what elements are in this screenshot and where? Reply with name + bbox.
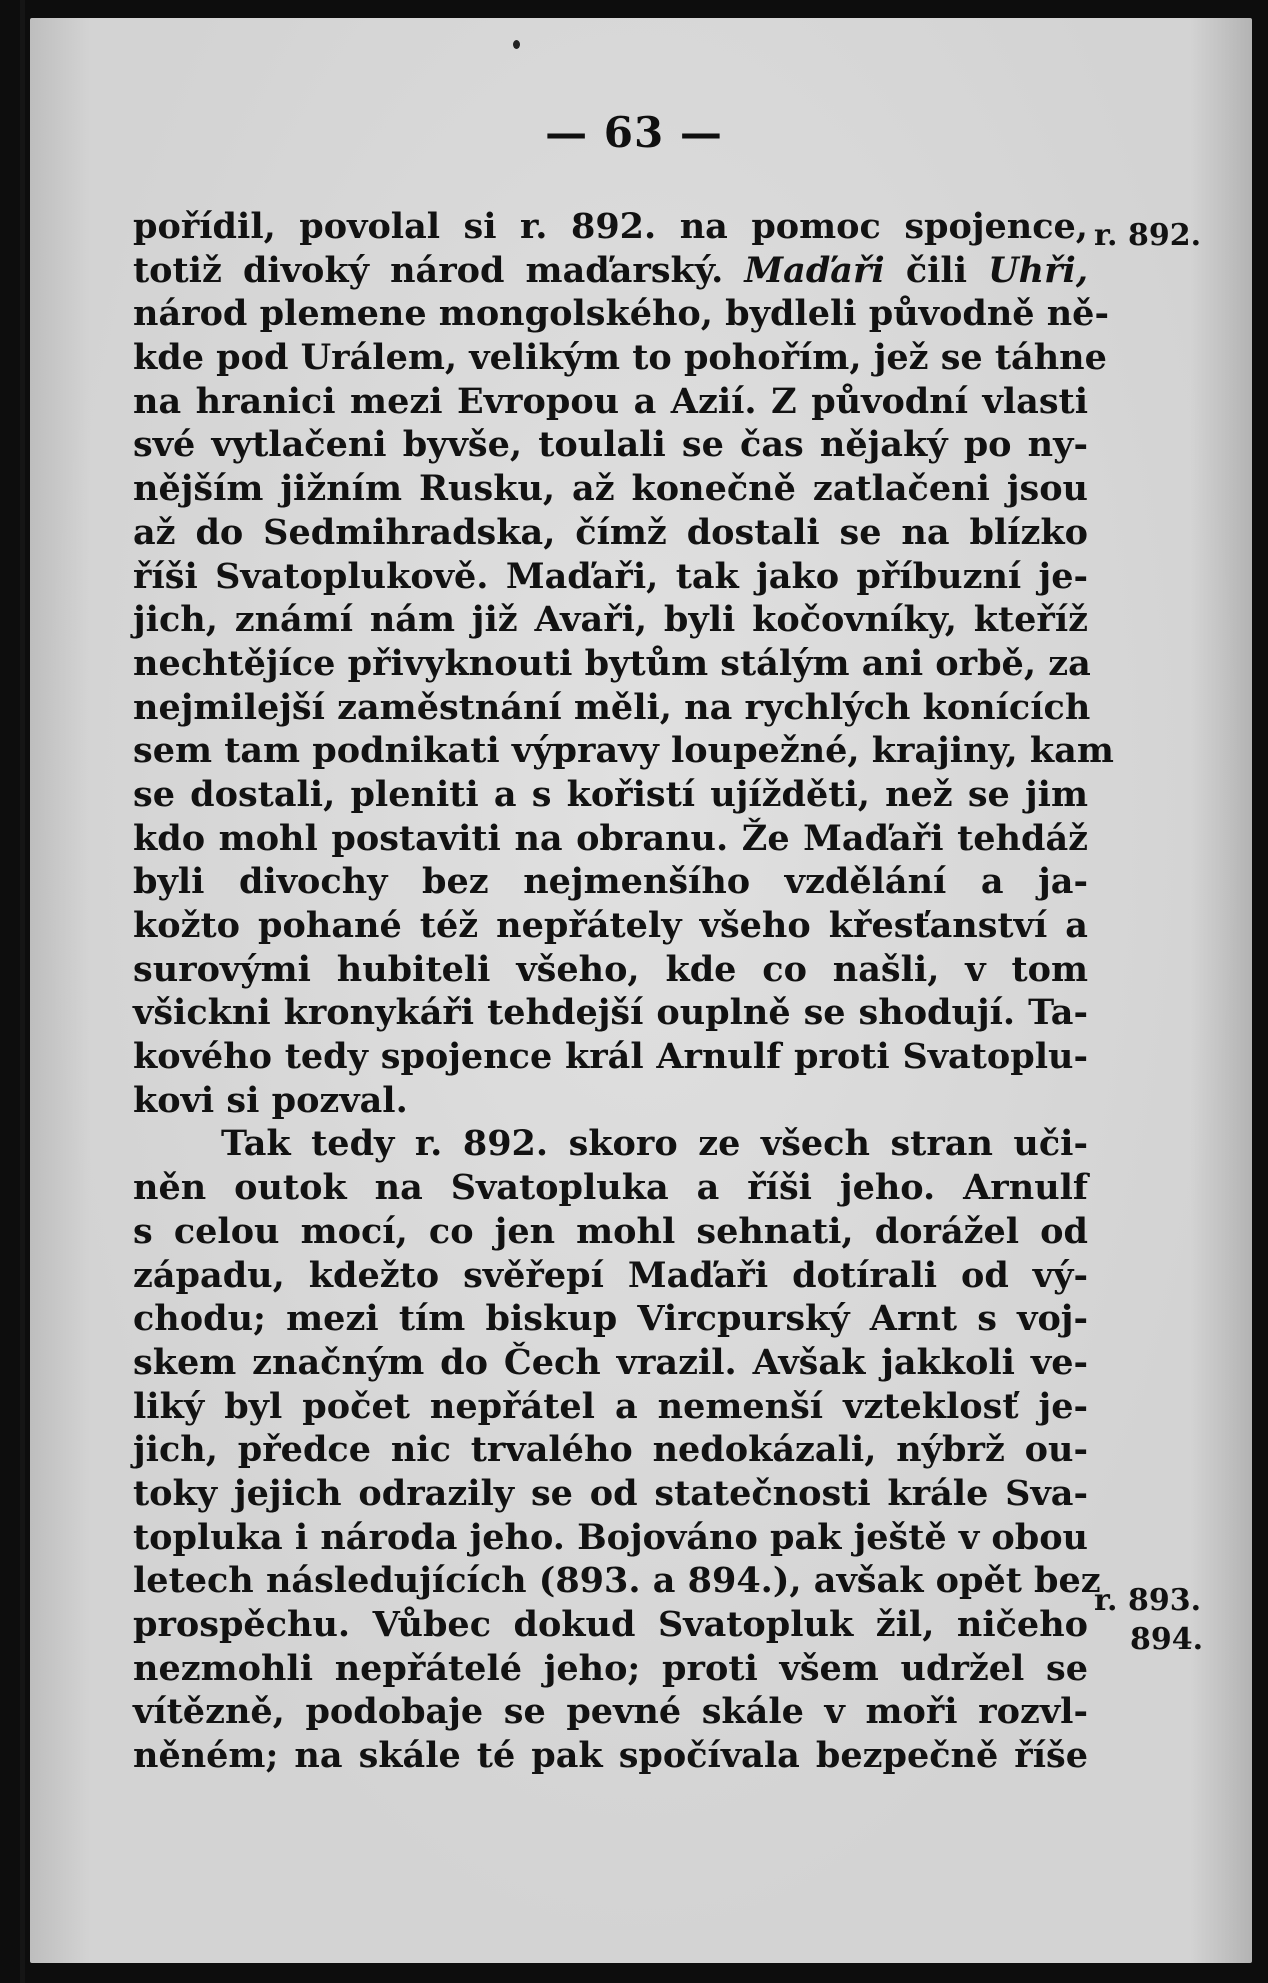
text-line: kovi si pozval.: [133, 1079, 408, 1121]
text-line: nějším jižním Rusku, až konečně zatlačeni jsou: [133, 468, 1088, 510]
text-line: prospěchu. Vůbec dokud Svatopluk žil, ničeho: [133, 1604, 1088, 1645]
text-line: letech následujících (893. a 894.), avšak opět bez: [133, 1560, 1101, 1602]
text-line: kového tedy spojence král Arnulf proti Svatoplu-: [133, 1036, 1088, 1078]
margin-note-year-893: r. 893.: [1094, 1583, 1202, 1618]
text-line: nezmohli nepřátelé jeho; proti všem udržel se: [133, 1647, 1088, 1689]
text-line: nechtějíce přivyknouti bytům stálým ani orbě, za: [133, 642, 1091, 684]
text-line: pořídil, povolal si r. 892. na pomoc spojence,: [133, 206, 1088, 247]
text-line: sem tam podnikati výpravy loupežné, krajiny, kam: [133, 730, 1114, 772]
text-line: Tak tedy r. 892. skoro ze všech stran uči-: [221, 1123, 1088, 1165]
text-line: se dostali, pleniti a s kořistí ujížděti, než se jim: [133, 773, 1088, 815]
text-line: něném; na skále té pak spočívala bezpečně říše: [133, 1735, 1088, 1777]
text-segment-italic: Maďaři: [744, 249, 885, 291]
text-line: nejmilejší zaměstnání měli, na rychlých konících: [133, 686, 1091, 728]
text-line: národ plemene mongolského, bydleli původně ně-: [133, 293, 1109, 335]
text-segment: čili: [905, 249, 968, 291]
text-line: vítězně, podobaje se pevné skále v moři rozvl-: [133, 1691, 1088, 1733]
text-line: chodu; mezi tím biskup Vircpurský Arnt s voj-: [133, 1298, 1088, 1340]
text-line: kdo mohl postaviti na obranu. Že Maďaři tehdáž: [133, 817, 1088, 859]
binding-edge: [20, 0, 25, 1983]
margin-note-year-892: r. 892.: [1094, 218, 1202, 253]
page-number: — 63 —: [545, 108, 723, 157]
text-line: liký byl počet nepřátel a nemenší vzteklosť je-: [133, 1385, 1088, 1427]
text-line: kde pod Urálem, velikým to pohořím, jež se táhne: [133, 337, 1107, 379]
text-line: [133, 249, 1088, 293]
text-line: říši Svatoplukově. Maďaři, tak jako příbuzní je-: [133, 555, 1088, 597]
text-line: na hranici mezi Evropou a Azií. Z původní vlasti: [133, 380, 1088, 422]
text-line: s celou mocí, co jen mohl sehnati, dorážel od: [133, 1210, 1088, 1252]
text-line: západu, kdežto svěřepí Maďaři dotírali od vý-: [133, 1254, 1088, 1296]
text-line: jich, předce nic trvalého nedokázali, nýbrž ou-: [133, 1429, 1088, 1471]
text-line: jich, známí nám již Avaři, byli kočovníky, kteříž: [133, 599, 1088, 641]
text-line: surovými hubiteli všeho, kde co našli, v tom: [133, 948, 1088, 990]
text-line: topluka i národa jeho. Bojováno pak ještě v obou: [133, 1516, 1088, 1558]
text-line: až do Sedmihradska, čímž dostali se na blízko: [133, 511, 1088, 553]
ink-speck: [513, 40, 520, 49]
body-text: [133, 205, 1114, 1778]
text-line: skem značným do Čech vrazil. Avšak jakkoli ve-: [133, 1341, 1088, 1383]
margin-note-year-894: 894.: [1130, 1622, 1204, 1657]
text-segment-italic: Uhři,: [988, 249, 1088, 291]
text-segment: totiž divoký národ maďarský.: [133, 249, 724, 291]
text-line: něn outok na Svatopluka a říši jeho. Arnulf: [133, 1167, 1088, 1209]
text-line: toky jejich odrazily se od statečnosti krále Sva-: [133, 1472, 1088, 1514]
text-line: kožto pohané též nepřátely všeho křesťanství a: [133, 905, 1088, 946]
text-line: všickni kronykáři tehdejší ouplně se shodují. Ta-: [133, 992, 1088, 1034]
text-line: byli divochy bez nejmenšího vzdělání a ja-: [133, 861, 1088, 903]
text-line: své vytlačeni byvše, toulali se čas nějaký po ny-: [133, 424, 1088, 466]
